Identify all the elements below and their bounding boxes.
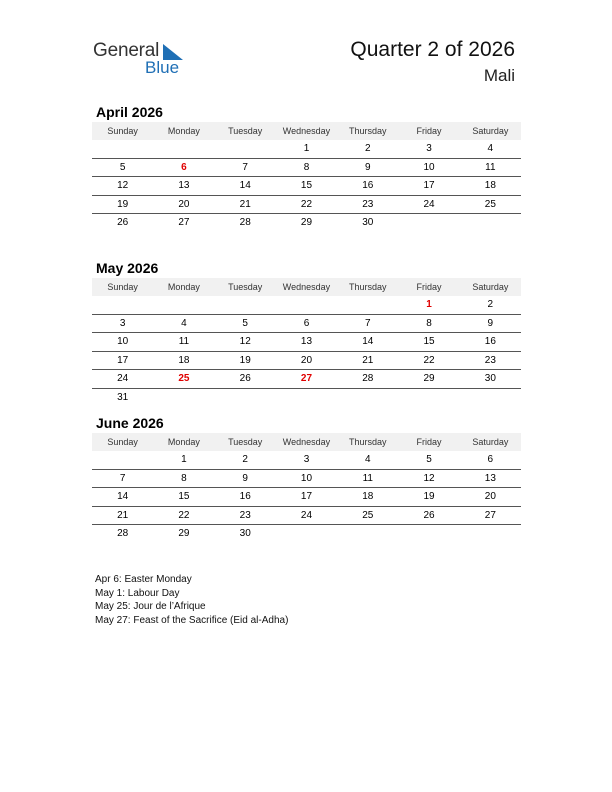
weekday-label: Thursday (349, 437, 387, 447)
week-row (92, 333, 521, 352)
day-cell: 28 (239, 217, 251, 228)
month-calendar-june (92, 413, 521, 543)
day-cell: 20 (178, 198, 190, 210)
page-title: Quarter 2 of 2026 (350, 38, 515, 61)
day-cell (398, 389, 459, 407)
day-cell (153, 296, 214, 314)
week-row (92, 370, 521, 389)
weekday-label: Friday (416, 126, 442, 136)
day-cell: 9 (364, 161, 371, 173)
week-row (92, 352, 521, 371)
day-cell (276, 296, 337, 314)
day-cell: 26 (239, 373, 251, 384)
weekday-label: Monday (167, 437, 200, 447)
day-cell: 12 (117, 180, 129, 191)
day-cell (337, 389, 398, 407)
weekday-label: Wednesday (282, 126, 331, 136)
day-cell: 11 (485, 161, 496, 173)
week-row (92, 159, 521, 178)
weekday-label: Thursday (349, 282, 387, 292)
day-cell: 23 (362, 198, 374, 210)
day-cell: 21 (239, 198, 251, 210)
day-cell: 6 (487, 454, 494, 465)
day-cell: 20 (484, 491, 496, 502)
day-cell: 2 (487, 299, 494, 310)
week-row (92, 488, 521, 507)
day-cell: 14 (117, 491, 129, 502)
day-cell: 9 (242, 472, 248, 484)
week-row (92, 315, 521, 334)
day-cell (337, 296, 398, 314)
logo-text-blue: Blue (145, 58, 180, 77)
holiday-note: May 1: Labour Day (95, 587, 180, 599)
month-title: June 2026 (96, 415, 164, 431)
day-cell (398, 525, 459, 543)
weekday-header-row (92, 122, 521, 140)
day-cell: 3 (426, 143, 432, 154)
week-row (92, 525, 521, 543)
day-cell: 19 (423, 491, 435, 502)
day-cell: 12 (239, 336, 251, 347)
day-cell: 18 (178, 354, 190, 366)
week-row (92, 389, 521, 407)
week-row (92, 140, 521, 159)
weekday-label: Monday (167, 126, 200, 136)
day-cell: 1 (303, 143, 310, 154)
day-cell: 17 (423, 180, 435, 191)
day-cell: 19 (239, 354, 251, 366)
weekday-label: Tuesday (228, 282, 263, 292)
day-cell (460, 525, 521, 543)
day-cell (92, 140, 153, 158)
day-cell: 8 (426, 317, 432, 329)
day-cell: 7 (364, 317, 371, 329)
weekday-label: Saturday (472, 437, 509, 447)
day-cell: 15 (423, 336, 435, 347)
day-cell: 29 (423, 373, 435, 384)
day-cell: 30 (362, 217, 374, 228)
day-cell: 23 (239, 509, 251, 521)
day-cell: 12 (423, 472, 435, 484)
day-cell: 11 (362, 472, 373, 484)
day-cell (460, 214, 521, 232)
day-cell: 30 (239, 528, 251, 539)
page-subtitle: Mali (483, 66, 515, 85)
day-cell (460, 389, 521, 407)
logo-text-general: General (93, 40, 160, 61)
weekday-label: Sunday (107, 437, 138, 447)
day-cell: 31 (117, 391, 129, 403)
day-cell: 2 (242, 454, 248, 465)
day-cell (398, 214, 459, 232)
day-cell: 8 (181, 472, 187, 484)
day-cell (153, 389, 214, 407)
day-cell (215, 296, 276, 314)
day-cell: 17 (300, 491, 313, 502)
weekday-label: Wednesday (282, 437, 331, 447)
holiday-note: May 27: Feast of the Sacrifice (Eid al-Adha) (95, 614, 289, 626)
day-cell: 17 (117, 354, 129, 366)
day-cell: 16 (484, 336, 496, 347)
day-cell (92, 296, 153, 314)
day-cell: 20 (300, 354, 313, 366)
month-calendar-may (92, 258, 521, 406)
day-cell: 22 (178, 509, 190, 521)
day-cell: 22 (423, 354, 435, 366)
day-cell: 7 (242, 161, 248, 173)
day-cell (92, 451, 153, 469)
week-row (92, 451, 521, 470)
week-row (92, 470, 521, 489)
day-cell: 4 (181, 317, 187, 329)
day-cell: 15 (178, 491, 190, 502)
holiday-notes (95, 573, 288, 627)
weekday-label: Saturday (472, 126, 509, 136)
day-cell: 1 (181, 454, 187, 465)
weekday-label: Wednesday (282, 282, 331, 292)
day-cell: 18 (484, 180, 496, 191)
day-cell: 21 (362, 354, 374, 366)
day-cell: 6 (303, 317, 310, 329)
day-cell: 10 (117, 336, 129, 347)
day-cell: 24 (300, 509, 313, 521)
weekday-header-row (92, 433, 521, 451)
day-cell: 5 (426, 454, 432, 465)
day-cell: 5 (119, 161, 126, 173)
holiday-day-cell: 27 (300, 373, 313, 384)
day-cell: 16 (239, 491, 251, 502)
day-cell: 15 (300, 180, 313, 191)
day-cell: 30 (484, 373, 496, 384)
week-row (92, 507, 521, 526)
holiday-note: May 25: Jour de l’Afrique (95, 601, 206, 612)
holiday-day-cell: 1 (426, 299, 432, 310)
day-cell: 13 (300, 336, 313, 347)
day-cell: 24 (117, 373, 129, 384)
holiday-day-cell: 6 (181, 161, 187, 173)
month-title: May 2026 (96, 260, 159, 276)
day-cell: 26 (117, 217, 129, 228)
holiday-note: Apr 6: Easter Monday (95, 574, 192, 585)
day-cell: 4 (364, 454, 371, 465)
day-cell: 3 (119, 317, 126, 329)
weekday-label: Thursday (349, 126, 387, 136)
day-cell: 28 (117, 528, 129, 539)
day-cell: 7 (119, 472, 126, 484)
day-cell: 26 (423, 509, 435, 521)
day-cell: 9 (487, 317, 494, 329)
day-cell (276, 389, 337, 407)
day-cell: 10 (300, 472, 313, 484)
weekday-label: Tuesday (228, 437, 263, 447)
day-cell: 14 (239, 180, 251, 191)
day-cell: 19 (117, 198, 129, 210)
day-cell: 14 (362, 336, 374, 347)
day-cell: 23 (484, 354, 496, 366)
day-cell (337, 525, 398, 543)
weekday-label: Tuesday (228, 126, 263, 136)
day-cell: 22 (300, 198, 313, 210)
weekday-header-row (92, 278, 521, 296)
holiday-day-cell: 25 (178, 373, 190, 384)
week-row (92, 196, 521, 215)
day-cell: 13 (484, 472, 496, 484)
day-cell (215, 140, 276, 158)
day-cell: 21 (117, 509, 129, 521)
day-cell: 13 (178, 180, 190, 191)
day-cell: 4 (487, 143, 494, 154)
day-cell: 5 (242, 317, 248, 329)
week-row (92, 296, 521, 315)
weekday-label: Friday (416, 437, 442, 447)
day-cell: 8 (303, 161, 310, 173)
day-cell: 25 (362, 509, 374, 521)
day-cell: 2 (364, 143, 371, 154)
day-cell: 18 (362, 491, 374, 502)
day-cell: 3 (303, 454, 310, 465)
general-blue-logo (93, 40, 193, 80)
day-cell (153, 140, 214, 158)
weekday-label: Sunday (107, 126, 138, 136)
week-row (92, 214, 521, 232)
day-cell: 27 (484, 509, 496, 521)
weekday-label: Sunday (107, 282, 138, 292)
month-calendar-april (92, 102, 521, 232)
day-cell (276, 525, 337, 543)
day-cell (215, 389, 276, 407)
day-cell: 29 (300, 217, 313, 228)
month-title: April 2026 (96, 104, 163, 120)
weekday-label: Saturday (472, 282, 509, 292)
day-cell: 24 (423, 198, 435, 210)
weekday-label: Friday (416, 282, 442, 292)
day-cell: 27 (178, 217, 190, 228)
day-cell: 25 (484, 198, 496, 210)
weekday-label: Monday (167, 282, 200, 292)
day-cell: 28 (362, 373, 374, 384)
day-cell: 11 (178, 336, 190, 347)
day-cell: 29 (178, 528, 190, 539)
day-cell: 10 (423, 161, 435, 173)
week-row (92, 177, 521, 196)
day-cell: 16 (362, 180, 374, 191)
